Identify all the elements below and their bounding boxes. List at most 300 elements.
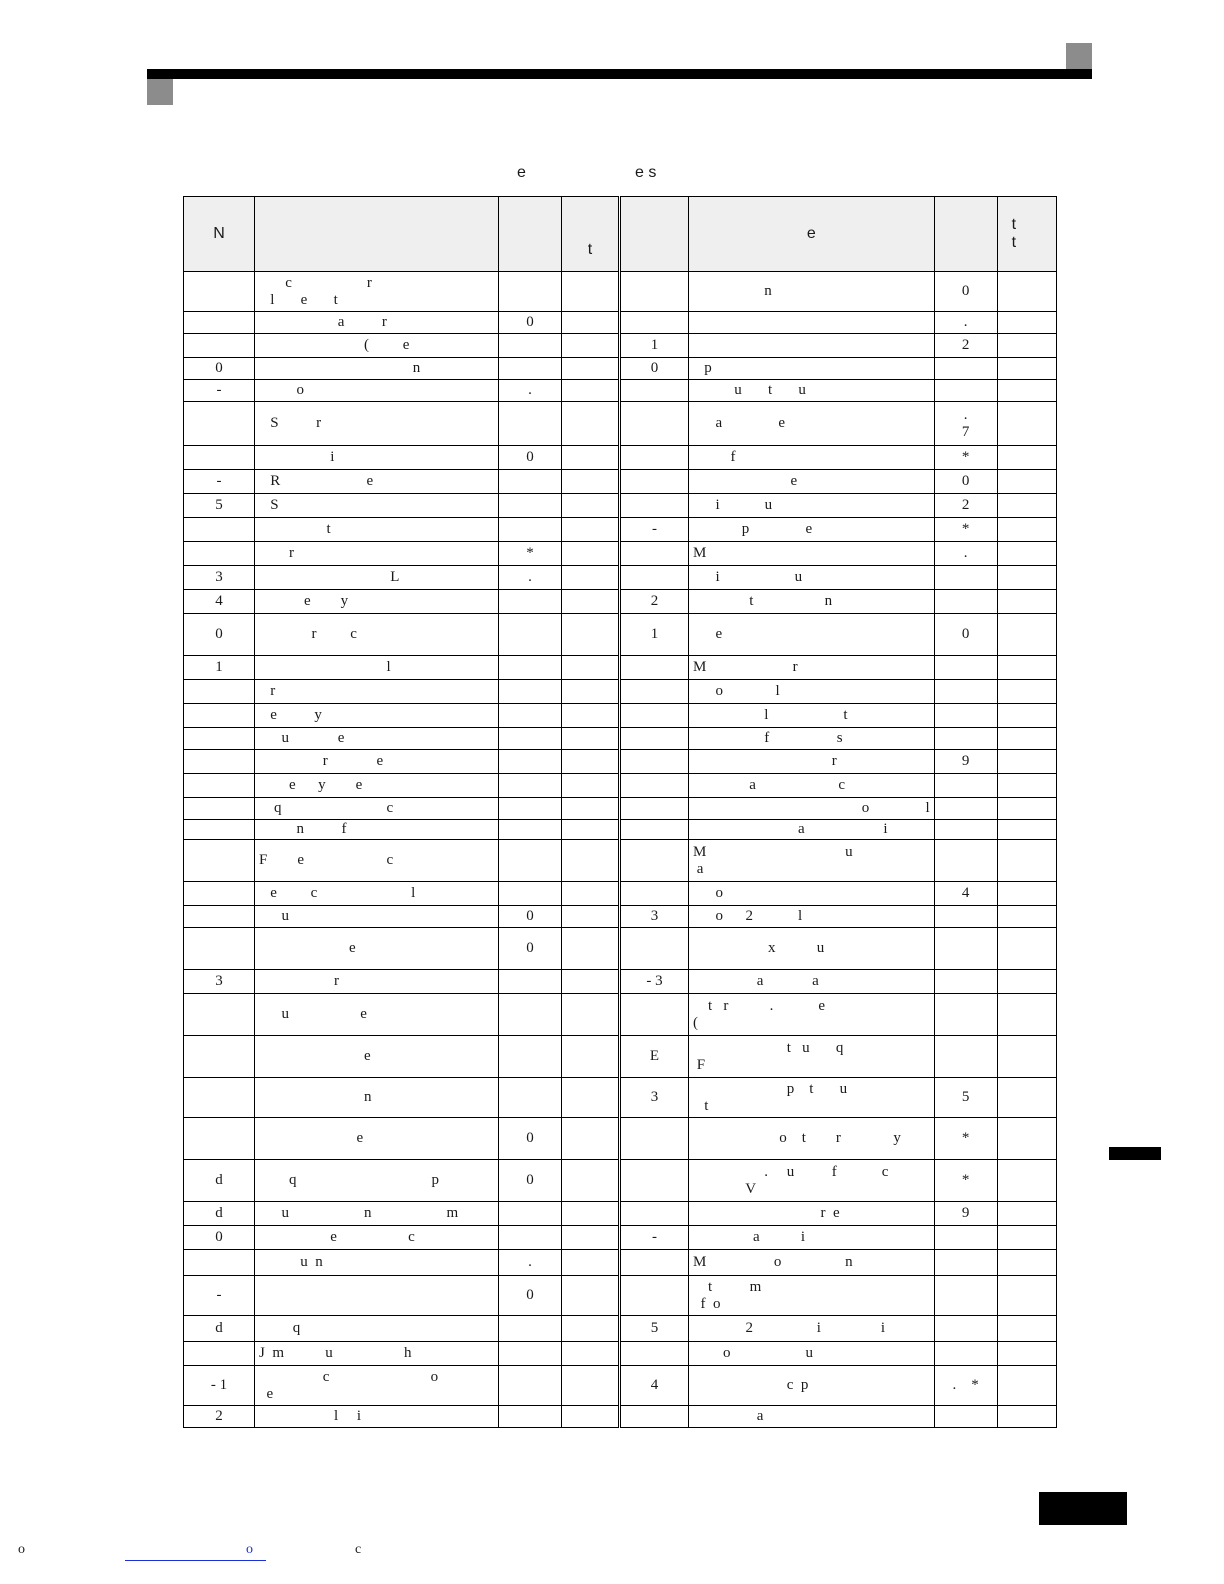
left-setting-cell xyxy=(499,774,562,798)
right-setting-cell: 0 xyxy=(934,272,997,312)
left-unit-cell xyxy=(562,820,620,840)
left-no-cell: d xyxy=(184,1316,255,1342)
table-row xyxy=(184,750,1057,774)
left-unit-cell xyxy=(562,358,620,380)
left-name-cell: e xyxy=(255,928,499,970)
right-name-cell: u t u xyxy=(689,380,935,402)
left-name-cell: J m u h xyxy=(255,1342,499,1366)
right-unit-cell xyxy=(997,994,1056,1036)
left-name-cell: t xyxy=(255,518,499,542)
right-unit-cell xyxy=(997,312,1056,334)
right-name-cell: o l xyxy=(689,798,935,820)
left-no-cell xyxy=(184,774,255,798)
left-unit-cell xyxy=(562,312,620,334)
table-row xyxy=(184,334,1057,358)
left-name-cell: l xyxy=(255,656,499,680)
right-name-cell xyxy=(689,334,935,358)
table-row xyxy=(184,798,1057,820)
left-no-cell: - xyxy=(184,1276,255,1316)
left-setting-cell xyxy=(499,590,562,614)
right-no-cell xyxy=(620,656,689,680)
left-name-cell: n xyxy=(255,1078,499,1118)
left-name-cell: l i xyxy=(255,1406,499,1428)
page-number-box xyxy=(1039,1492,1127,1525)
right-no-cell xyxy=(620,470,689,494)
table-row xyxy=(184,312,1057,334)
right-name-cell: i u xyxy=(689,566,935,590)
right-unit-cell xyxy=(997,380,1056,402)
table-row xyxy=(184,1036,1057,1078)
right-unit-cell xyxy=(997,970,1056,994)
table-row xyxy=(184,970,1057,994)
left-name-cell: e xyxy=(255,1036,499,1078)
table-row xyxy=(184,518,1057,542)
right-setting-cell: 9 xyxy=(934,750,997,774)
table-row xyxy=(184,1160,1057,1202)
header-name-left xyxy=(255,197,499,272)
table-row xyxy=(184,1276,1057,1316)
left-unit-cell xyxy=(562,1226,620,1250)
left-name-cell: r xyxy=(255,542,499,566)
left-unit-cell xyxy=(562,1078,620,1118)
left-name-cell: r c xyxy=(255,614,499,656)
right-name-cell: n xyxy=(689,272,935,312)
right-setting-cell: 4 xyxy=(934,882,997,906)
right-unit-cell xyxy=(997,566,1056,590)
header-setting-left xyxy=(499,197,562,272)
right-name-cell: r e xyxy=(689,1202,935,1226)
right-setting-cell xyxy=(934,774,997,798)
right-unit-cell xyxy=(997,614,1056,656)
left-no-cell xyxy=(184,994,255,1036)
left-setting-cell xyxy=(499,334,562,358)
left-setting-cell xyxy=(499,680,562,704)
left-name-cell: R e xyxy=(255,470,499,494)
left-setting-cell xyxy=(499,518,562,542)
left-no-cell xyxy=(184,704,255,728)
right-setting-cell xyxy=(934,358,997,380)
table-row xyxy=(184,704,1057,728)
right-no-cell: 2 xyxy=(620,590,689,614)
caption-right: e s xyxy=(635,164,657,181)
right-unit-cell xyxy=(997,728,1056,750)
right-setting-cell xyxy=(934,1250,997,1276)
right-setting-cell xyxy=(934,590,997,614)
right-unit-cell xyxy=(997,774,1056,798)
left-no-cell: 0 xyxy=(184,358,255,380)
left-name-cell: e xyxy=(255,1118,499,1160)
right-no-cell xyxy=(620,928,689,970)
right-name-cell: a c xyxy=(689,774,935,798)
left-name-cell: S xyxy=(255,494,499,518)
left-name-cell xyxy=(255,1276,499,1316)
right-unit-cell xyxy=(997,1342,1056,1366)
right-setting-cell: 2 xyxy=(934,494,997,518)
left-setting-cell xyxy=(499,358,562,380)
right-name-cell: M xyxy=(689,542,935,566)
right-name-cell: M o n xyxy=(689,1250,935,1276)
left-no-cell xyxy=(184,1036,255,1078)
left-unit-cell xyxy=(562,728,620,750)
left-unit-cell xyxy=(562,518,620,542)
right-setting-cell xyxy=(934,656,997,680)
table-row xyxy=(184,994,1057,1036)
right-unit-cell xyxy=(997,1250,1056,1276)
table-row xyxy=(184,1250,1057,1276)
left-name-cell: n xyxy=(255,358,499,380)
left-unit-cell xyxy=(562,1118,620,1160)
left-unit-cell xyxy=(562,402,620,446)
table-row xyxy=(184,1078,1057,1118)
left-setting-cell: * xyxy=(499,542,562,566)
left-unit-cell xyxy=(562,928,620,970)
table-row xyxy=(184,590,1057,614)
right-unit-cell xyxy=(997,1078,1056,1118)
left-setting-cell xyxy=(499,494,562,518)
left-setting-cell xyxy=(499,750,562,774)
right-setting-cell xyxy=(934,380,997,402)
footer-left-text: o xyxy=(18,1542,25,1557)
right-unit-cell xyxy=(997,334,1056,358)
left-name-cell: q xyxy=(255,1316,499,1342)
right-no-cell xyxy=(620,798,689,820)
left-unit-cell xyxy=(562,1250,620,1276)
left-no-cell xyxy=(184,1078,255,1118)
right-name-cell: x u xyxy=(689,928,935,970)
table-row xyxy=(184,1226,1057,1250)
right-setting-cell: . 7 xyxy=(934,402,997,446)
left-unit-cell xyxy=(562,1036,620,1078)
right-unit-cell xyxy=(997,1406,1056,1428)
left-setting-cell: . xyxy=(499,1250,562,1276)
left-name-cell: u e xyxy=(255,728,499,750)
left-setting-cell: . xyxy=(499,380,562,402)
left-no-cell xyxy=(184,1342,255,1366)
left-setting-cell: 0 xyxy=(499,906,562,928)
right-name-cell: t n xyxy=(689,590,935,614)
parameter-table xyxy=(183,196,1057,1428)
right-no-cell xyxy=(620,728,689,750)
left-unit-cell xyxy=(562,1202,620,1226)
table-row xyxy=(184,542,1057,566)
left-no-cell xyxy=(184,1118,255,1160)
left-setting-cell: 0 xyxy=(499,1118,562,1160)
right-setting-cell xyxy=(934,1342,997,1366)
right-name-cell: o xyxy=(689,882,935,906)
right-unit-cell xyxy=(997,704,1056,728)
right-setting-cell xyxy=(934,1316,997,1342)
right-setting-cell xyxy=(934,928,997,970)
right-no-cell: 4 xyxy=(620,1366,689,1406)
left-unit-cell xyxy=(562,1276,620,1316)
left-unit-cell xyxy=(562,380,620,402)
left-name-cell: r xyxy=(255,680,499,704)
right-no-cell: - xyxy=(620,1226,689,1250)
left-no-cell xyxy=(184,402,255,446)
right-no-cell xyxy=(620,1276,689,1316)
left-unit-cell xyxy=(562,494,620,518)
right-no-cell: 3 xyxy=(620,1078,689,1118)
right-unit-cell xyxy=(997,1160,1056,1202)
right-unit-cell xyxy=(997,882,1056,906)
left-setting-cell: 0 xyxy=(499,312,562,334)
right-unit-cell xyxy=(997,470,1056,494)
right-setting-cell xyxy=(934,1276,997,1316)
left-no-cell: 0 xyxy=(184,1226,255,1250)
right-unit-cell xyxy=(997,1118,1056,1160)
left-name-cell: e c l xyxy=(255,882,499,906)
left-name-cell: e y e xyxy=(255,774,499,798)
right-name-cell: o 2 l xyxy=(689,906,935,928)
left-unit-cell xyxy=(562,1342,620,1366)
left-no-cell xyxy=(184,750,255,774)
table-row xyxy=(184,728,1057,750)
right-unit-cell xyxy=(997,680,1056,704)
left-unit-cell xyxy=(562,970,620,994)
left-name-cell: c o e xyxy=(255,1366,499,1406)
right-name-cell: t m f o xyxy=(689,1276,935,1316)
right-setting-cell: 5 xyxy=(934,1078,997,1118)
left-no-cell: d xyxy=(184,1160,255,1202)
left-no-cell xyxy=(184,334,255,358)
right-no-cell xyxy=(620,542,689,566)
left-setting-cell xyxy=(499,614,562,656)
right-name-cell: 2 i i xyxy=(689,1316,935,1342)
footer-link-text[interactable]: o xyxy=(246,1542,253,1557)
left-no-cell xyxy=(184,542,255,566)
table-row xyxy=(184,656,1057,680)
left-name-cell: e y xyxy=(255,704,499,728)
right-no-cell: - 3 xyxy=(620,970,689,994)
table-row xyxy=(184,820,1057,840)
right-unit-cell xyxy=(997,272,1056,312)
right-name-cell: p t u t xyxy=(689,1078,935,1118)
table-row xyxy=(184,1118,1057,1160)
left-no-cell: d xyxy=(184,1202,255,1226)
header-setting-right xyxy=(934,197,997,272)
left-name-cell: u n xyxy=(255,1250,499,1276)
header-name-right: e xyxy=(689,197,935,272)
right-no-cell xyxy=(620,704,689,728)
left-setting-cell xyxy=(499,994,562,1036)
left-unit-cell xyxy=(562,1366,620,1406)
left-setting-cell: 0 xyxy=(499,446,562,470)
right-unit-cell xyxy=(997,446,1056,470)
left-no-cell xyxy=(184,272,255,312)
table-row xyxy=(184,1366,1057,1406)
left-name-cell: q c xyxy=(255,798,499,820)
right-unit-cell xyxy=(997,1202,1056,1226)
header-tab-right xyxy=(1066,43,1092,69)
right-no-cell xyxy=(620,446,689,470)
chapter-side-tab xyxy=(1109,1147,1161,1160)
left-setting-cell xyxy=(499,1226,562,1250)
left-no-cell: 1 xyxy=(184,656,255,680)
right-name-cell: l t xyxy=(689,704,935,728)
right-setting-cell: 9 xyxy=(934,1202,997,1226)
left-unit-cell xyxy=(562,566,620,590)
left-setting-cell xyxy=(499,272,562,312)
right-no-cell: 5 xyxy=(620,1316,689,1342)
right-unit-cell xyxy=(997,798,1056,820)
right-no-cell: 0 xyxy=(620,358,689,380)
left-unit-cell xyxy=(562,774,620,798)
right-setting-cell xyxy=(934,906,997,928)
left-name-cell: e y xyxy=(255,590,499,614)
right-name-cell: p e xyxy=(689,518,935,542)
left-setting-cell xyxy=(499,402,562,446)
left-no-cell xyxy=(184,906,255,928)
right-unit-cell xyxy=(997,928,1056,970)
left-name-cell: o xyxy=(255,380,499,402)
left-no-cell: - xyxy=(184,470,255,494)
right-unit-cell xyxy=(997,1366,1056,1406)
left-setting-cell: 0 xyxy=(499,928,562,970)
right-no-cell xyxy=(620,994,689,1036)
left-unit-cell xyxy=(562,542,620,566)
left-unit-cell xyxy=(562,680,620,704)
header-unit-left: t xyxy=(562,197,620,272)
table-header-row xyxy=(184,197,1057,272)
right-setting-cell: * xyxy=(934,1160,997,1202)
right-name-cell: M u a xyxy=(689,840,935,882)
right-name-cell: M r xyxy=(689,656,935,680)
right-no-cell xyxy=(620,882,689,906)
right-setting-cell xyxy=(934,704,997,728)
left-no-cell xyxy=(184,798,255,820)
right-name-cell: e xyxy=(689,470,935,494)
right-name-cell: o u xyxy=(689,1342,935,1366)
left-setting-cell xyxy=(499,1078,562,1118)
right-name-cell: t u q F xyxy=(689,1036,935,1078)
left-unit-cell xyxy=(562,1160,620,1202)
left-no-cell: 5 xyxy=(184,494,255,518)
right-name-cell: a i xyxy=(689,820,935,840)
left-name-cell: q p xyxy=(255,1160,499,1202)
table-row xyxy=(184,402,1057,446)
right-setting-cell xyxy=(934,1406,997,1428)
table-row xyxy=(184,774,1057,798)
left-setting-cell: 0 xyxy=(499,1276,562,1316)
right-no-cell xyxy=(620,380,689,402)
left-unit-cell xyxy=(562,590,620,614)
left-setting-cell: 0 xyxy=(499,1160,562,1202)
right-unit-cell xyxy=(997,1226,1056,1250)
table-row xyxy=(184,928,1057,970)
right-name-cell: c p xyxy=(689,1366,935,1406)
left-setting-cell xyxy=(499,970,562,994)
right-setting-cell: 0 xyxy=(934,614,997,656)
right-unit-cell xyxy=(997,494,1056,518)
table-row xyxy=(184,446,1057,470)
header-tab-left xyxy=(147,79,173,105)
right-unit-cell xyxy=(997,518,1056,542)
left-no-cell xyxy=(184,1250,255,1276)
left-setting-cell xyxy=(499,470,562,494)
right-unit-cell xyxy=(997,402,1056,446)
left-name-cell: ( e xyxy=(255,334,499,358)
left-no-cell xyxy=(184,820,255,840)
left-no-cell: 4 xyxy=(184,590,255,614)
left-unit-cell xyxy=(562,750,620,774)
table-row xyxy=(184,1342,1057,1366)
left-unit-cell xyxy=(562,906,620,928)
left-no-cell xyxy=(184,312,255,334)
left-no-cell: - xyxy=(184,380,255,402)
header-no-left: N xyxy=(184,197,255,272)
right-name-cell: o t r y xyxy=(689,1118,935,1160)
left-unit-cell xyxy=(562,470,620,494)
table-row xyxy=(184,494,1057,518)
right-unit-cell xyxy=(997,590,1056,614)
right-no-cell xyxy=(620,1118,689,1160)
right-unit-cell xyxy=(997,1316,1056,1342)
right-no-cell: 1 xyxy=(620,614,689,656)
left-unit-cell xyxy=(562,614,620,656)
right-no-cell xyxy=(620,774,689,798)
right-no-cell xyxy=(620,566,689,590)
left-unit-cell xyxy=(562,840,620,882)
table-row xyxy=(184,470,1057,494)
left-name-cell: a r xyxy=(255,312,499,334)
left-no-cell: 3 xyxy=(184,970,255,994)
left-no-cell xyxy=(184,518,255,542)
right-no-cell: E xyxy=(620,1036,689,1078)
left-no-cell xyxy=(184,446,255,470)
footer-right-text: c xyxy=(355,1542,362,1557)
left-no-cell xyxy=(184,882,255,906)
left-name-cell: u n m xyxy=(255,1202,499,1226)
table-row xyxy=(184,906,1057,928)
left-no-cell: - 1 xyxy=(184,1366,255,1406)
right-unit-cell xyxy=(997,1036,1056,1078)
right-no-cell xyxy=(620,1342,689,1366)
left-no-cell xyxy=(184,928,255,970)
left-name-cell: r xyxy=(255,970,499,994)
left-setting-cell xyxy=(499,1342,562,1366)
right-setting-cell: . xyxy=(934,312,997,334)
header-no-right xyxy=(620,197,689,272)
left-setting-cell xyxy=(499,882,562,906)
right-no-cell xyxy=(620,402,689,446)
right-unit-cell xyxy=(997,542,1056,566)
right-name-cell: t r . e ( xyxy=(689,994,935,1036)
left-unit-cell xyxy=(562,334,620,358)
right-setting-cell: * xyxy=(934,1118,997,1160)
left-name-cell: c r l e t xyxy=(255,272,499,312)
left-unit-cell xyxy=(562,1316,620,1342)
footer-link[interactable] xyxy=(125,1542,266,1561)
table-row xyxy=(184,614,1057,656)
right-name-cell: . u f c V xyxy=(689,1160,935,1202)
right-no-cell xyxy=(620,840,689,882)
caption-left: e xyxy=(517,164,526,181)
right-name-cell: a e xyxy=(689,402,935,446)
right-setting-cell xyxy=(934,820,997,840)
right-name-cell: p xyxy=(689,358,935,380)
right-name-cell: e xyxy=(689,614,935,656)
right-setting-cell xyxy=(934,840,997,882)
left-name-cell: r e xyxy=(255,750,499,774)
left-name-cell: n f xyxy=(255,820,499,840)
right-setting-cell xyxy=(934,1226,997,1250)
right-name-cell: f s xyxy=(689,728,935,750)
right-setting-cell xyxy=(934,798,997,820)
left-no-cell: 2 xyxy=(184,1406,255,1428)
left-no-cell xyxy=(184,680,255,704)
right-setting-cell: * xyxy=(934,446,997,470)
left-name-cell: u e xyxy=(255,994,499,1036)
